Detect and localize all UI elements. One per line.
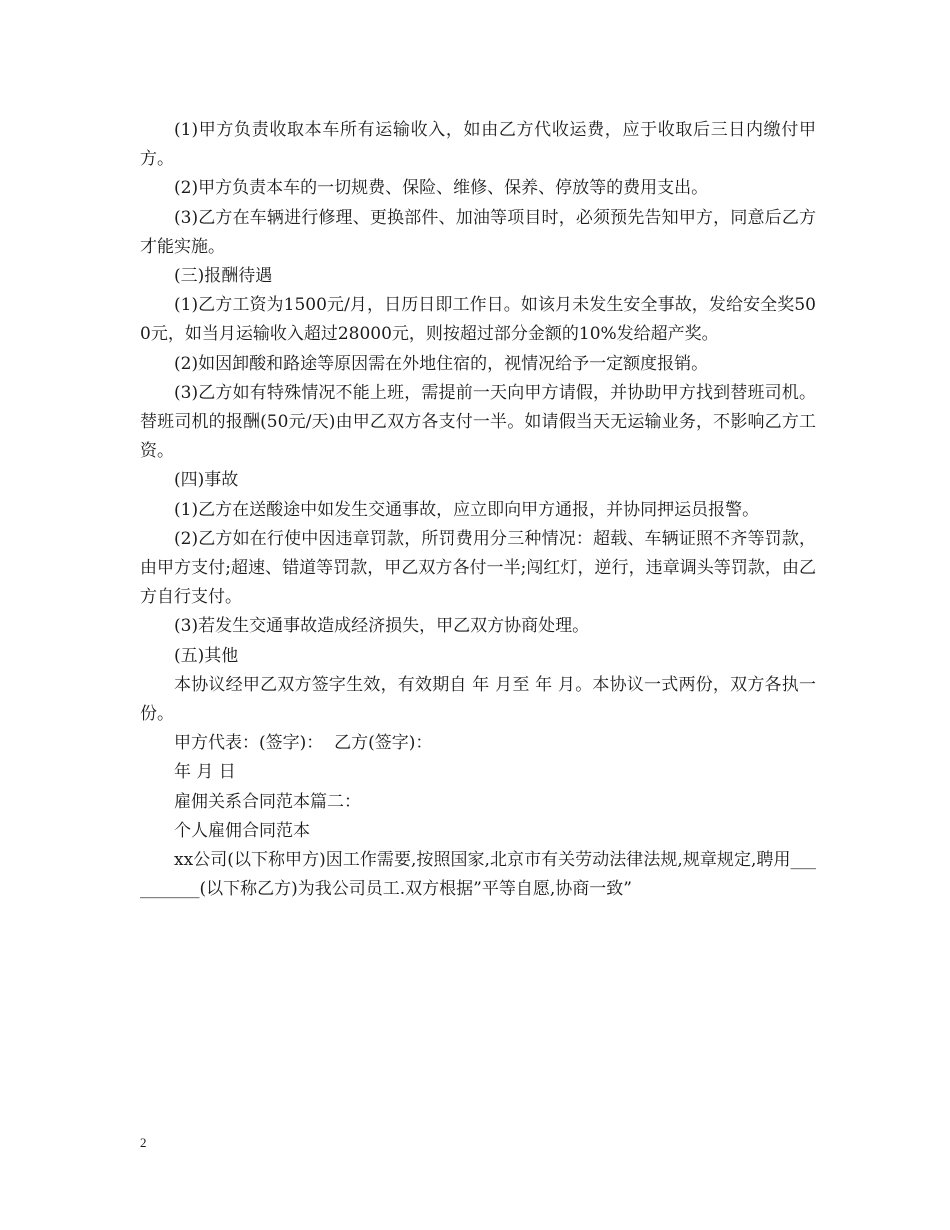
paragraph-economic-loss: (3)若发生交通事故造成经济损失，甲乙双方协商处理。 xyxy=(174,616,590,637)
paragraph-lodging: (2)如因卸酸和路途等原因需在外地住宿的，视情况给予一定额度报销。 xyxy=(174,353,709,374)
paragraph-accident-report: (1)乙方在送酸途中如发生交通事故，应立即向甲方通报，并协同押运员报警。 xyxy=(174,499,760,520)
section-heading-other: (五)其他 xyxy=(174,645,239,666)
paragraph-repair-notice: (3)乙方在车辆进行修理、更换部件、加油等项目时，必须预先告知甲方，同意后乙方才能实施。 xyxy=(140,207,816,257)
paragraph-validity: 本协议经甲乙双方签字生效，有效期自 年 月至 年 月。本协议一式两份，双方各执一份。 xyxy=(140,674,816,725)
signature-line: 甲方代表：(签字)： 乙方(签字)： xyxy=(174,733,433,754)
section-heading-compensation: (三)报酬待遇 xyxy=(174,266,273,287)
paragraph-revenue-collection: (1)甲方负责收取本车所有运输收入，如由乙方代收运费，应于收取后三日内缴付甲方。 xyxy=(140,120,816,170)
section-heading-accidents: (四)事故 xyxy=(174,470,239,491)
paragraph-leave: (3)乙方如有特殊情况不能上班，需提前一天向甲方请假，并协助甲方找到替班司机。替班司机的报酬(50元/天)由甲乙双方各支付一半。如请假当天无运输业务，不影响乙方工资。 xyxy=(140,382,816,462)
page-number: 2 xyxy=(140,1135,147,1150)
date-line: 年 月 日 xyxy=(174,762,236,783)
contract-title: 个人雇佣合同范本 xyxy=(174,820,310,841)
section-heading-part-two: 雇佣关系合同范本篇二： xyxy=(174,791,361,812)
paragraph-contract-intro: xx公司(以下称甲方)因工作需要,按照国家,北京市有关劳动法律法规,规章规定,聘用__________(以下称乙方)为我公司员工.双方根据”平等自愿,协商一致” xyxy=(140,850,816,900)
document-body xyxy=(140,116,816,904)
paragraph-salary: (1)乙方工资为1500元/月，日历日即工作日。如该月未发生安全事故，发给安全奖500元，如当月运输收入超过28000元，则按超过部分金额的10%发给超产奖。 xyxy=(140,295,816,345)
paragraph-violation-fines: (2)乙方如在行使中因违章罚款，所罚费用分三种情况：超载、车辆证照不齐等罚款，由甲方支付;超速、错道等罚款，甲乙双方各付一半;闯红灯，逆行，违章调头等罚款，由乙方自行支付。 xyxy=(140,528,816,608)
paragraph-fees-expenses: (2)甲方负责本车的一切规费、保险、维修、保养、停放等的费用支出。 xyxy=(174,178,709,199)
